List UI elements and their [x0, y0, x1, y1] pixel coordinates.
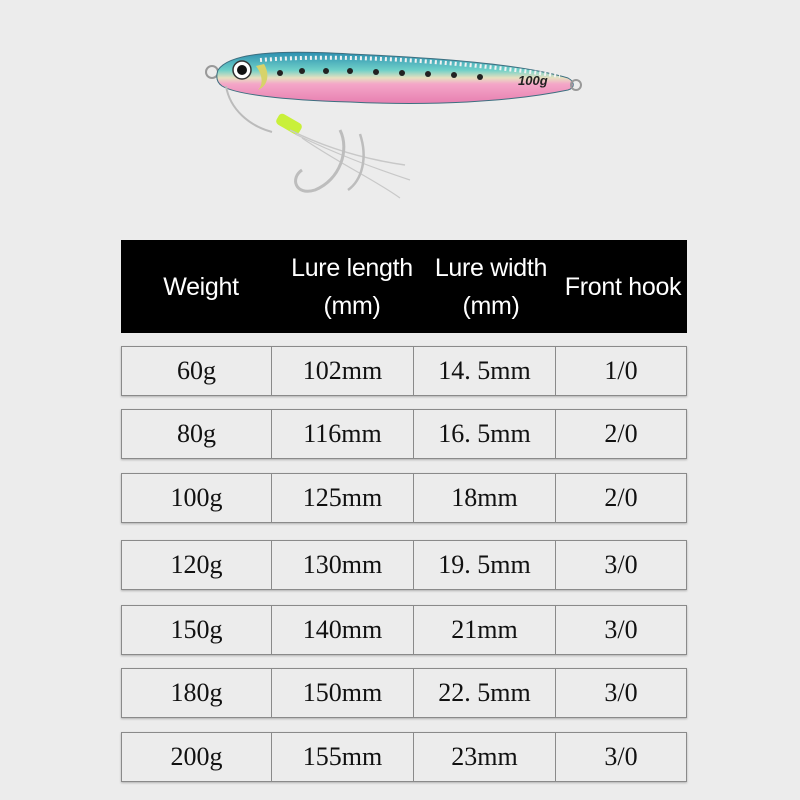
- cell-length: 130mm: [272, 541, 414, 589]
- cell-hook: 2/0: [604, 483, 638, 512]
- table-row: [121, 473, 687, 523]
- cell-length: 150mm: [272, 669, 414, 717]
- cell-width: 16. 5mm: [414, 410, 556, 458]
- cell-length: 125mm: [272, 474, 414, 522]
- table-row: [121, 732, 687, 782]
- cell-width: 18mm: [414, 474, 556, 522]
- lure-image: [190, 30, 610, 210]
- cell-width: 23mm: [414, 733, 556, 781]
- cell-length: 140mm: [272, 606, 414, 654]
- cell-hook: 3/0: [604, 678, 638, 707]
- cell-width: 22. 5mm: [414, 669, 556, 717]
- fishing-jig-icon: [190, 30, 610, 210]
- cell-weight: 180g: [122, 669, 272, 717]
- cell-length: 116mm: [272, 410, 414, 458]
- cell-weight: 120g: [122, 541, 272, 589]
- cell-hook: 2/0: [604, 419, 638, 448]
- table-row: [121, 668, 687, 718]
- cell-weight: 200g: [122, 733, 272, 781]
- cell-weight: 80g: [122, 410, 272, 458]
- table-row: [121, 346, 687, 396]
- cell-hook: 3/0: [604, 615, 638, 644]
- cell-length: 155mm: [272, 733, 414, 781]
- header-lure-length: Lure length (mm): [291, 253, 413, 320]
- cell-weight: 150g: [122, 606, 272, 654]
- lure-weight-label: 100g: [518, 73, 548, 88]
- header-front-hook: Front hook: [564, 272, 682, 301]
- table-header: [121, 240, 687, 333]
- table-row: [121, 540, 687, 590]
- cell-hook: 3/0: [604, 742, 638, 771]
- header-lure-width: Lure width (mm): [434, 253, 548, 320]
- cell-hook: 1/0: [604, 356, 638, 385]
- header-weight: Weight: [163, 272, 239, 301]
- cell-weight: 100g: [122, 474, 272, 522]
- cell-width: 19. 5mm: [414, 541, 556, 589]
- cell-width: 21mm: [414, 606, 556, 654]
- cell-width: 14. 5mm: [414, 347, 556, 395]
- cell-weight: 60g: [122, 347, 272, 395]
- cell-hook: 3/0: [604, 550, 638, 579]
- table-row: [121, 605, 687, 655]
- table-row: [121, 409, 687, 459]
- cell-length: 102mm: [272, 347, 414, 395]
